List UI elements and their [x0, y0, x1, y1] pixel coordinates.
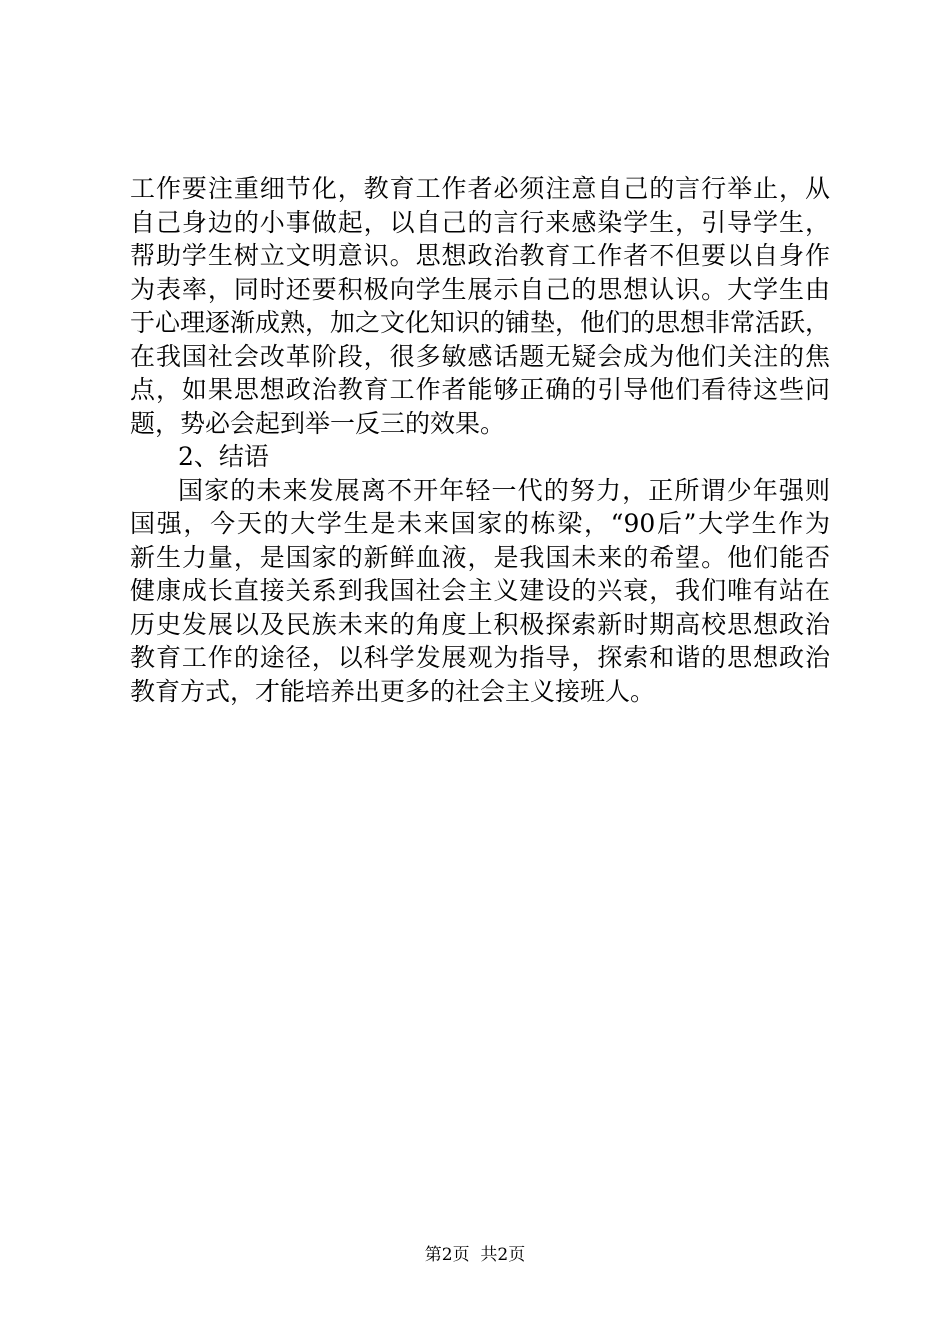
- paragraph-line: 自己身边的小事做起，以自己的言行来感染学生，引导学生，: [130, 207, 830, 237]
- paragraph-line: 国强，今天的大学生是未来国家的栋梁，“90后”大学生作为: [130, 509, 830, 538]
- section-heading: 2、结语: [178, 442, 269, 471]
- document-body: [130, 172, 830, 708]
- paragraph-line: 点，如果思想政治教育工作者能够正确的引导他们看待这些问: [130, 375, 830, 404]
- paragraph-line: 健康成长直接关系到我国社会主义建设的兴衰，我们唯有站在: [130, 576, 830, 605]
- paragraph-line: 历史发展以及民族未来的角度上积极探索新时期高校思想政治: [130, 609, 830, 639]
- paragraph-line: 教育方式，才能培养出更多的社会主义接班人。: [130, 676, 656, 706]
- paragraph-2: [130, 474, 830, 709]
- paragraph-line: 帮助学生树立文明意识。思想政治教育工作者不但要以自身作: [130, 241, 830, 270]
- paragraph-line: 在我国社会改革阶段，很多敏感话题无疑会成为他们关注的焦: [130, 341, 830, 371]
- paragraph-line: 教育工作的途径，以科学发展观为指导，探索和谐的思想政治: [130, 643, 830, 672]
- page-number: 第2页 共2页: [424, 1245, 526, 1265]
- paragraph-1: [130, 172, 830, 440]
- page-footer: [0, 1244, 950, 1266]
- paragraph-line: 工作要注重细节化，教育工作者必须注意自己的言行举止，从: [130, 174, 830, 203]
- paragraph-line: 于心理逐渐成熟，加之文化知识的铺垫，他们的思想非常活跃，: [130, 308, 831, 337]
- paragraph-line: 为表率，同时还要积极向学生展示自己的思想认识。大学生由: [130, 274, 830, 304]
- paragraph-line: 国家的未来发展离不开年轻一代的努力，正所谓少年强则: [178, 475, 830, 505]
- paragraph-line: 新生力量，是国家的新鲜血液，是我国未来的希望。他们能否: [130, 542, 830, 572]
- paragraph-line: 题，势必会起到举一反三的效果。: [130, 408, 506, 438]
